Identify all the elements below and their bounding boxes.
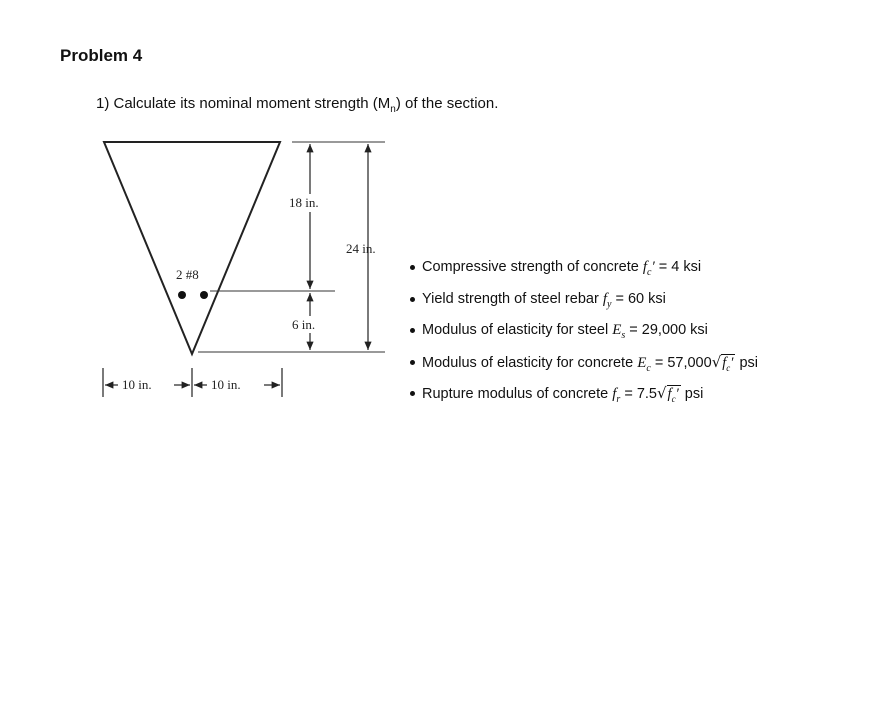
width-label-left: 10 in.: [122, 377, 152, 392]
property-concrete-modulus: Modulus of elasticity for concrete $E_c = 57,000√f_c'$ psi: [410, 351, 758, 383]
property-yield-strength: Yield strength of steel rebar $f_y = 60$ ksi: [410, 288, 758, 320]
problem-title: Problem 4: [60, 46, 143, 65]
rebar-dot: [178, 291, 186, 299]
question-text: 1) Calculate its nominal moment strength $(M_n)$ of the section.: [96, 95, 499, 115]
property-steel-modulus: Modulus of elasticity for steel $E_s = 29,000$ ksi: [410, 319, 758, 351]
sqrt-icon: √: [656, 384, 667, 402]
dim-label-24: 24 in.: [346, 241, 376, 256]
material-properties-list: [410, 256, 758, 414]
property-compressive-strength: Compressive strength of concrete $f_c' = 4$ ksi: [410, 256, 758, 288]
width-label-right: 10 in.: [211, 377, 241, 392]
dim-label-18: 18 in.: [289, 195, 319, 210]
rebar-dot: [200, 291, 208, 299]
sqrt-icon: √: [711, 352, 722, 371]
rebar-label: 2 #8: [176, 267, 199, 282]
triangle-section: [104, 142, 280, 354]
dim-label-6: 6 in.: [292, 317, 316, 332]
property-rupture-modulus: Rupture modulus of concrete $f_r = 7.5√f_c'$ psi: [410, 382, 758, 414]
